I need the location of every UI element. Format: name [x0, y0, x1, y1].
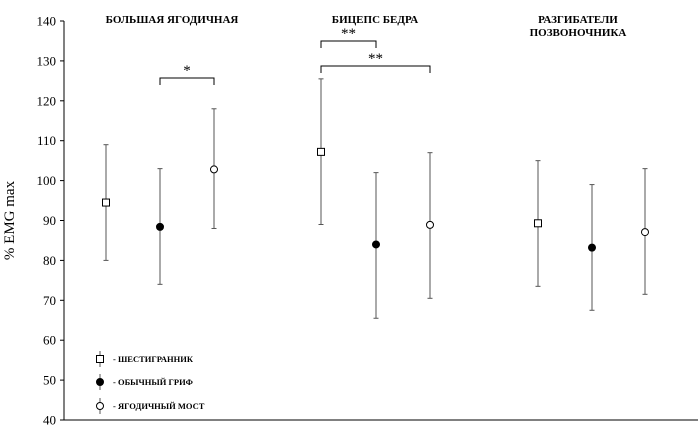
group-title: БИЦЕПС БЕДРА: [331, 14, 419, 26]
square-marker: [535, 220, 542, 227]
filled-circle-marker: [589, 244, 596, 251]
y-tick-label: 70: [43, 292, 56, 308]
y-tick-label: 140: [36, 13, 56, 29]
open-circle-marker: [97, 403, 104, 410]
y-axis-label: % EMG max: [2, 180, 18, 261]
filled-circle-marker: [373, 241, 380, 248]
y-tick-label: 60: [43, 332, 56, 348]
y-tick-label: 80: [43, 252, 56, 268]
filled-circle-marker: [97, 379, 104, 386]
open-circle-marker: [642, 229, 649, 236]
y-tick-label: 50: [43, 372, 56, 388]
significance-bracket: [321, 66, 430, 73]
significance-label: **: [368, 51, 383, 67]
y-tick-label: 120: [36, 93, 56, 109]
square-marker: [318, 148, 325, 155]
square-marker: [103, 199, 110, 206]
y-tick-label: 40: [43, 412, 56, 426]
legend-label: - ОБЫЧНЫЙ ГРИФ: [113, 377, 193, 387]
legend: [97, 351, 205, 414]
data-series: [103, 79, 649, 318]
open-circle-marker: [211, 166, 218, 173]
significance-brackets: [160, 26, 430, 85]
group-title: РАЗГИБАТЕЛИ: [538, 14, 618, 26]
legend-label: - ШЕСТИГРАННИК: [113, 354, 194, 364]
legend-label: - ЯГОДИЧНЫЙ МОСТ: [113, 401, 205, 411]
significance-label: **: [341, 26, 356, 42]
significance-bracket: [160, 78, 214, 85]
y-tick-label: 100: [36, 173, 56, 189]
open-circle-marker: [427, 221, 434, 228]
significance-bracket: [321, 41, 376, 48]
y-tick-label: 130: [36, 53, 56, 69]
y-tick-label: 110: [36, 133, 56, 149]
square-marker: [97, 356, 104, 363]
y-tick-label: 90: [43, 213, 56, 228]
group-title: ПОЗВОНОЧНИКА: [529, 27, 627, 39]
group-titles: [106, 14, 627, 39]
group-title: БОЛЬШАЯ ЯГОДИЧНАЯ: [105, 14, 239, 26]
filled-circle-marker: [157, 223, 164, 230]
significance-label: *: [183, 63, 191, 79]
